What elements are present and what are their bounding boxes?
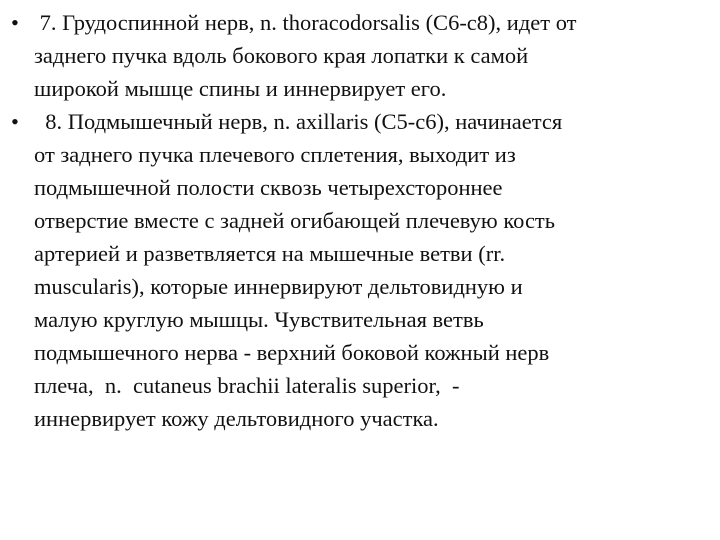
bullet-marker: •: [11, 10, 19, 35]
bullet-marker: •: [11, 109, 19, 134]
bullet-list: [0, 6, 720, 435]
text-line: 8. Подмышечный нерв, n. axillaris (C5-c6), начинается: [34, 109, 563, 134]
text-line: плеча, n. cutaneus brachii lateralis superior, -: [34, 373, 460, 398]
bullet-item-axillary-nerve: [0, 105, 720, 435]
text-line: 7. Грудоспинной нерв, n. thoracodorsalis (C6-c8), идет от: [34, 10, 577, 35]
text-line: иннервирует кожу дельтовидного участка.: [34, 406, 439, 431]
text-line: подмышечной полости сквозь четырехстороннее: [34, 175, 503, 200]
text-line: артерией и разветвляется на мышечные ветви (rr.: [34, 241, 506, 266]
text-line: широкой мышце спины и иннервирует его.: [34, 76, 447, 101]
text-line: отверстие вместе с задней огибающей плечевую кость: [34, 208, 556, 233]
text-line: малую круглую мышцы. Чувствительная ветвь: [34, 307, 484, 332]
text-line: muscularis), которые иннервируют дельтовидную и: [34, 274, 523, 299]
text-line: подмышечного нерва - верхний боковой кожный нерв: [34, 340, 550, 365]
text-line: от заднего пучка плечевого сплетения, выходит из: [34, 142, 516, 167]
text-line: заднего пучка вдоль бокового края лопатки к самой: [34, 43, 529, 68]
bullet-item-thoracodorsal-nerve: [0, 6, 720, 105]
